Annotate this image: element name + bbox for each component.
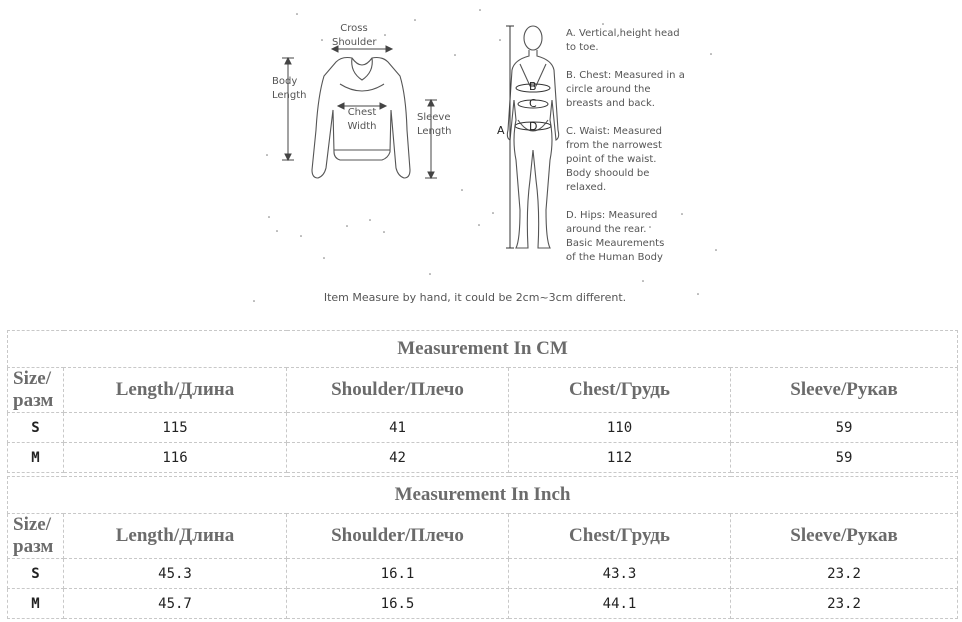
chest-cell: 110 <box>509 413 731 443</box>
sleeve-cell: 23.2 <box>731 559 958 589</box>
length-cell: 45.3 <box>64 559 287 589</box>
chest-width-label: Chest Width <box>347 107 377 132</box>
body-illustration <box>507 26 558 248</box>
sleeve-cell: 59 <box>731 443 958 473</box>
size-cell: S <box>8 413 64 443</box>
table-row <box>8 559 958 589</box>
size-cell: M <box>8 443 64 473</box>
note-c: C. Waist: Measured from the narrowest point of the waist. Body shoould be relaxed. <box>566 126 663 193</box>
size-cell: S <box>8 559 64 589</box>
cm-header-row <box>8 368 958 413</box>
marker-c: C <box>529 97 537 110</box>
header-sleeve: Sleeve/Рукав <box>731 368 958 413</box>
note-d: D. Hips: Measured around the rear. Basic Meaurements of the Human Body <box>566 210 665 263</box>
cross-shoulder-label: Cross Shoulder <box>332 23 377 48</box>
shoulder-cell: 16.5 <box>287 589 509 619</box>
header-length: Length/Длина <box>64 514 287 559</box>
inch-table-title: Measurement In Inch <box>8 477 958 514</box>
body-length-label: Body Length <box>272 76 307 101</box>
marker-d: D <box>529 120 538 133</box>
length-cell: 45.7 <box>64 589 287 619</box>
note-a: A. Vertical,height head to toe. <box>566 28 680 53</box>
length-cell: 116 <box>64 443 287 473</box>
chest-cell: 44.1 <box>509 589 731 619</box>
header-shoulder: Shoulder/Плечо <box>287 368 509 413</box>
header-length: Length/Длина <box>64 368 287 413</box>
table-row <box>8 443 958 473</box>
header-shoulder: Shoulder/Плечо <box>287 514 509 559</box>
inch-header-row <box>8 514 958 559</box>
sleeve-length-label: Sleeve Length <box>417 112 452 137</box>
chest-cell: 43.3 <box>509 559 731 589</box>
shoulder-cell: 16.1 <box>287 559 509 589</box>
sleeve-cell: 23.2 <box>731 589 958 619</box>
table-row <box>8 413 958 443</box>
header-size: Size/ разм <box>8 514 64 559</box>
marker-b: B <box>529 80 537 93</box>
shoulder-cell: 42 <box>287 443 509 473</box>
marker-a: A <box>497 124 505 137</box>
footnote: Item Measure by hand, it could be 2cm~3cm different. <box>323 291 627 304</box>
header-sleeve: Sleeve/Рукав <box>731 514 958 559</box>
sleeve-cell: 59 <box>731 413 958 443</box>
table-row <box>8 589 958 619</box>
note-b: B. Chest: Measured in a circle around the breasts and back. <box>566 70 685 109</box>
size-cell: M <box>8 589 64 619</box>
header-size: Size/ разм <box>8 368 64 413</box>
length-cell: 115 <box>64 413 287 443</box>
cm-table-title: Measurement In CM <box>8 331 958 368</box>
header-chest: Chest/Грудь <box>509 514 731 559</box>
cm-table <box>7 330 958 473</box>
inch-table <box>7 476 958 619</box>
chest-cell: 112 <box>509 443 731 473</box>
shoulder-cell: 41 <box>287 413 509 443</box>
body-measure-lines <box>506 26 551 248</box>
header-chest: Chest/Грудь <box>509 368 731 413</box>
